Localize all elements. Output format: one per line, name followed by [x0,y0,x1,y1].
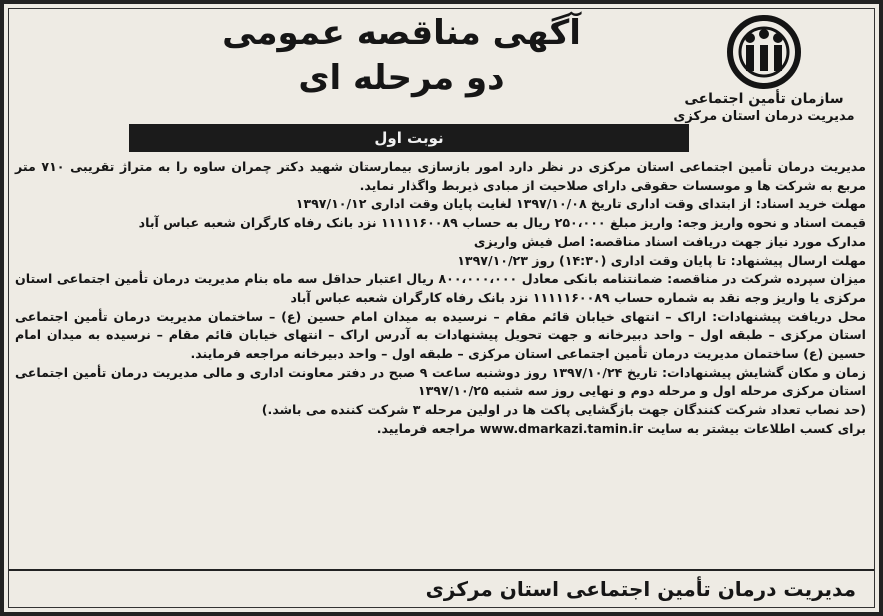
website-link[interactable]: www.dmarkazi.tamin.ir [479,420,643,436]
tamin-ejtemaei-logo-icon [727,15,801,89]
paragraph-intro: مدیریت درمان تأمین اجتماعی استان مرکزی در نظر دارد امور بازسازی بیمارستان شهید دکتر چمران ساوه را به متراژ تقریبی ۷۱۰ متر مربع به شرکت ها و موسسات حقوقی دارای صلاحیت از مبادی ذیربط واگذار نماید. [15,159,866,193]
notice-body [15,158,866,439]
paragraph-document-price: قیمت اسناد و نحوه واریز وجه: واریز مبلغ ۲۵۰،۰۰۰ ریال به حساب ۱۱۱۱۱۶۰۰۸۹ نزد بانک رفاه کارگران شعبه عباس آباد [138,215,866,231]
notice-header [9,9,874,157]
paragraph-submission-deadline: مهلت ارسال پیشنهاد: تا پایان وقت اداری (۱۴:۳۰) روز ۱۳۹۷/۱۰/۲۳ [457,252,866,268]
notice-footer: مدیریت درمان تأمین اجتماعی استان مرکزی [9,569,874,607]
notice-frame [8,8,875,608]
paragraph-deposit: میزان سپرده شرکت در مناقصه: ضمانتنامه بانکی معادل ۸۰۰،۰۰۰،۰۰۰ ریال اعتبار حداقل سه ماه بنام مدیریت درمان تأمین اجتماعی استان مرکزی یا واریز وجه نقد به شماره حساب ۱۱۱۱۱۶۰۰۸۹ نزد بانک رفاه کارگران شعبه عباس آباد [15,271,867,305]
paragraph-submission-location: محل دریافت پیشنهادات: اراک – انتهای خیابان قائم مقام – نرسیده به میدان امام حسین (ع) – ساختمان مدیریت درمان تأمین اجتماعی استان مرکزی – طبقه اول – واحد دبیرخانه و جهت تحویل پیشنهادات به آدرس اراک – انتهای خیابان قائم مقام – نرسیده به میدان امام حسین (ع) ساختمان مدیریت درمان تأمین اجتماعی استان مرکزی – طبقه اول – واحد دبیرخانه مراجعه فرمایند. [15,308,866,362]
notice-subtitle: دو مرحله ای [298,58,505,98]
paragraph-purchase-deadline: مهلت خرید اسناد: از ابتدای وقت اداری تاریخ ۱۳۹۷/۱۰/۰۸ لغایت پایان وقت اداری ۱۳۹۷/۱۰/۱۲ [295,196,866,212]
paragraph-more-info [15,420,866,439]
notice-title-block [159,11,644,101]
notice-title: آگهی مناقصه عمومی [222,13,581,53]
paragraph-required-documents: مدارک مورد نیاز جهت دریافت اسناد مناقصه: اصل فیش واریزی [473,233,866,249]
organization-block [664,15,864,124]
organization-name: سازمان تأمین اجتماعی [684,91,844,107]
more-info-suffix: مراجعه فرمایید. [376,420,476,436]
paragraph-opening-time: زمان و مکان گشایش پیشنهادات: تاریخ ۱۳۹۷/۱۰/۲۴ روز دوشنبه ساعت ۹ صبح در دفتر معاونت اداری و مالی مدیریت درمان تأمین اجتماعی استان مرکزی مرحله اول و مرحله دوم و نهایی روز سه شنبه ۱۳۹۷/۱۰/۲۵ [15,364,866,399]
round-banner: نوبت اول [129,124,689,152]
paragraph-quorum: (حد نصاب تعداد شرکت کنندگان جهت بازگشایی پاکت ها در اولین مرحله ۳ شرکت کننده می باشد.) [261,402,866,418]
organization-subtitle: مدیریت درمان استان مرکزی [673,109,855,124]
more-info-prefix: برای کسب اطلاعات بیشتر به سایت [647,420,866,436]
